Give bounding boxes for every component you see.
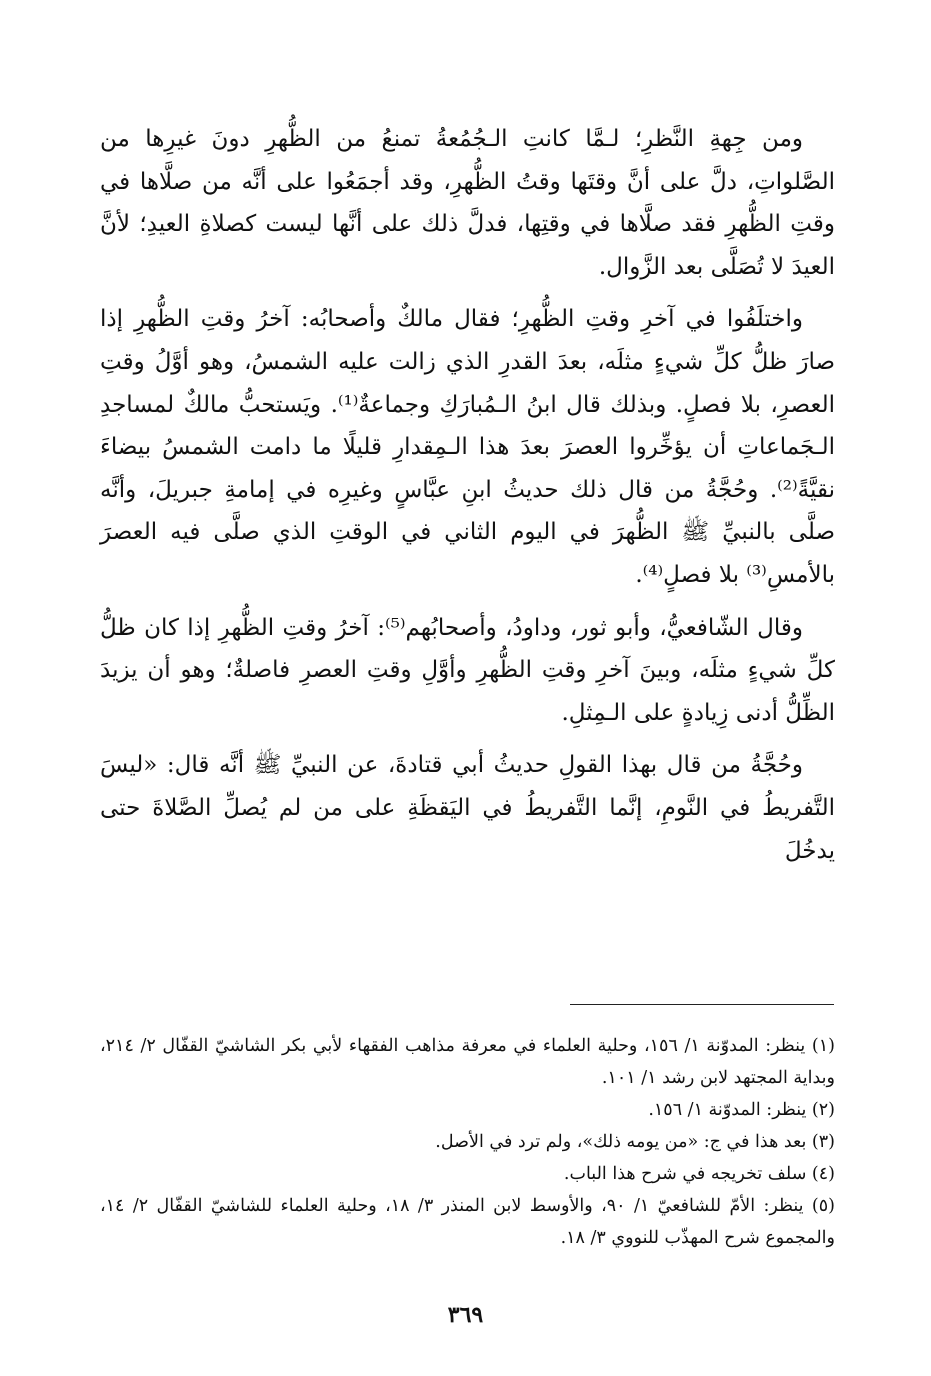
footnotes	[100, 1030, 835, 1254]
footnote-5: (٥) ينظر: الأمّ للشافعيّ ١/ ٩٠، والأوسط لابن المنذر ٣/ ١٨، وحلية العلماء للشاشيّ القفّال ٢/ ١٤، والمجموع شرح المهذّب للنووي ٣/ ١٨.	[100, 1196, 835, 1248]
footnote-3: (٣) بعد هذا في ج: «من يومه ذلك»، ولم ترد في الأصل.	[435, 1132, 835, 1152]
paragraph-2: واختلَفُوا في آخرِ وقتِ الظُّهرِ؛ فقال مالكٌ وأصحابُه: آخرُ وقتِ الظُّهرِ إذا صارَ ظلُّ كلِّ شيءٍ مثلَه، بعدَ القدرِ الذي زالت عليه الشمسُ، وهو أوَّلُ وقتِ العصرِ، بلا فصلٍ. وبذلك قال ابنُ الـمُبارَكِ وجماعةٌ⁽¹⁾. ويَستحبُّ مالكٌ لمساجدِ الـجَماعاتِ أن يؤخِّروا العصرَ بعدَ هذا الـمِقدارِ قليلًا ما دامت الشمسُ بيضاءَ نقيَّةً⁽²⁾. وحُجَّةُ من قال ذلك حديثُ ابنِ عبَّاسٍ وغيرِه في إمامةِ جبريلَ، وأنَّه صلَّى بالنبيِّ ﷺ الظُّهرَ في اليوم الثاني في الوقتِ الذي صلَّى فيه العصرَ بالأمسِ⁽³⁾ بلا فصلٍ⁽⁴⁾.	[100, 306, 835, 588]
paragraph-3: وقال الشّافعيُّ، وأبو ثور، وداودُ، وأصحابُهم⁽⁵⁾: آخرُ وقتِ الظُّهرِ إذا كان ظلُّ كلِّ شيءٍ مثلَه، وبينَ آخرِ وقتِ الظُّهرِ وأوَّلِ وقتِ العصرِ فاصلةٌ؛ وهو أن يزيدَ الظِّلُّ أدنى زِيادةٍ على الـمِثلِ.	[100, 614, 835, 726]
main-text	[100, 118, 835, 882]
footnote-4: (٤) سلف تخريجه في شرح هذا الباب.	[563, 1164, 835, 1184]
page-number: ٣٦٩	[447, 1302, 484, 1328]
footnote-separator	[570, 1004, 834, 1005]
paragraph-4: وحُجَّةُ من قال بهذا القولِ حديثُ أبي قتادةَ، عن النبيِّ ﷺ أنَّه قال: «ليسَ التَّفريطُ في النَّومِ، إنَّما التَّفريطُ في اليَقظَةِ على من لم يُصلِّ الصَّلاةَ حتى يدخُلَ	[100, 752, 835, 864]
footnote-2: (٢) ينظر: المدوّنة ١/ ١٥٦.	[648, 1100, 835, 1120]
paragraph-1: ومن جِهةِ النَّظرِ؛ لـمَّا كانتِ الـجُمُعةُ تمنعُ من الظُّهرِ دونَ غيرِها من الصَّلواتِ، دلَّ على أنَّ وقتَها وقتُ الظُّهرِ، وقد أجمَعُوا على أنَّه من صلَّاها في وقتِ الظُّهرِ فقد صلَّاها في وقتِها، فدلَّ ذلك على أنَّها ليست كصلاةِ العيدِ؛ لأنَّ العيدَ لا تُصَلَّى بعد الزَّوال.	[100, 126, 835, 280]
footnote-1: (١) ينظر: المدوّنة ١/ ١٥٦، وحلية العلماء في معرفة مذاهب الفقهاء لأبي بكر الشاشيّ القفّال ٢/ ٢١٤، وبداية المجتهد لابن رشد ١/ ١٠١.	[100, 1036, 835, 1088]
